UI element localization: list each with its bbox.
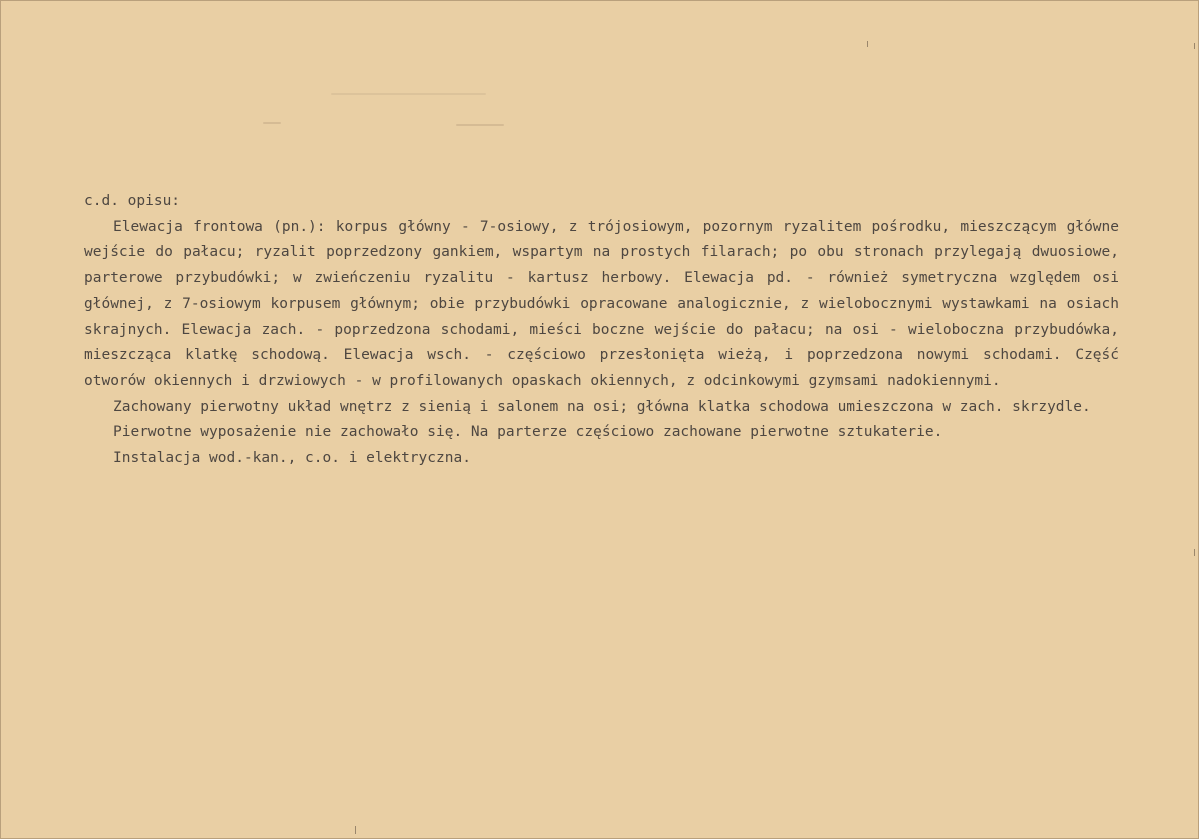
paragraph-installations: Instalacja wod.-kan., c.o. i elektryczna. [113, 450, 471, 467]
section-heading: c.d. opisu: [84, 193, 181, 209]
description-text [84, 189, 1119, 472]
paper-speck [355, 826, 356, 834]
paragraph-elevations: Elewacja frontowa (pn.): korpus główny - 7-osiowy, z trójosiowym, pozornym ryzalitem pośrodku, mieszczącym główne wejście do pałacu; ryzalit poprzedzony gankiem, wspartym na prostych filarach; po obu stronach przylegają dwuosiowe, parterowe przybudówki; w zwieńczeniu ryzalitu - kartusz herbowy. Elewacja pd. - również symetryczna względem osi głównej, z 7-osiowym korpusem głównym; obie przybudówki opracowane analogicznie, z wielobocznymi wystawkami na osiach skrajnych. Elewacja zach. - poprzedzona schodami, mieści boczne wejście do pałacu; na osi - wieloboczna przybudówka, mieszcząca klatkę schodową. Elewacja wsch. - częściowo przesłonięta wieżą, i poprzedzona nowymi schodami. Część otworów okiennych i drzwiowych - w profilowanych opaskach okiennych, z odcinkowymi gzymsami nadokiennymi. [84, 218, 1119, 389]
paper-speck [1194, 549, 1195, 556]
faint-smudge [263, 122, 281, 124]
faint-smudge [331, 93, 486, 95]
paragraph-furnishings: Pierwotne wyposażenie nie zachowało się. Na parterze częściowo zachowane pierwotne sztukaterie. [113, 424, 943, 441]
paragraph-interior-layout: Zachowany pierwotny układ wnętrz z sienią i salonem na osi; główna klatka schodowa umieszczona w zach. skrzydle. [113, 398, 1091, 415]
faint-smudge [456, 124, 504, 126]
paper-speck [867, 41, 868, 47]
paper-speck [1194, 43, 1195, 49]
